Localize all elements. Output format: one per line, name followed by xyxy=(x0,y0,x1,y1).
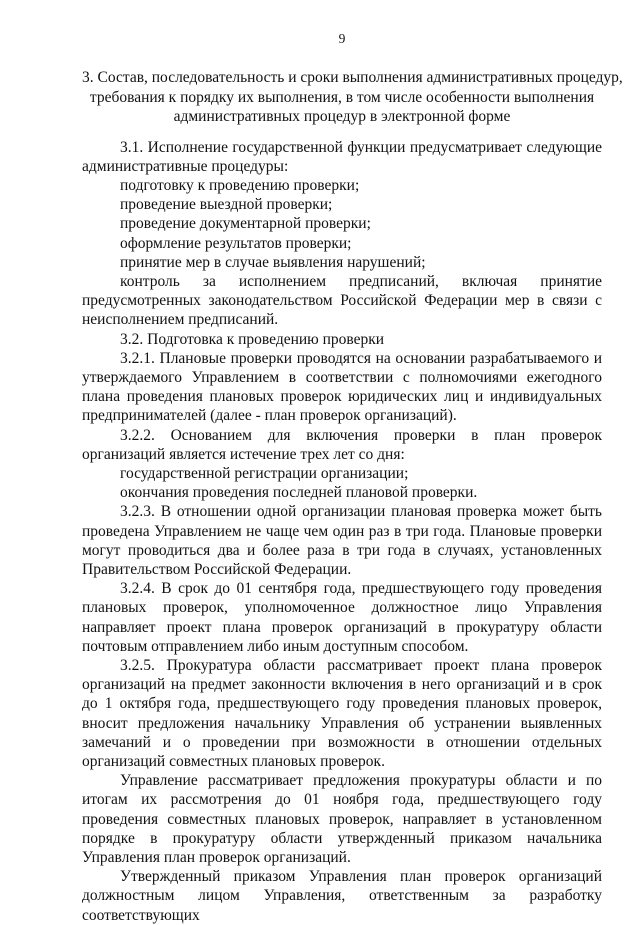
list-item: оформление результатов проверки; xyxy=(120,234,352,252)
paragraph-3-1: 3.1. Исполнение государственной функции предусматривает следующие административные процедуры: xyxy=(82,138,602,175)
section-title xyxy=(82,68,623,127)
document-body xyxy=(82,138,602,925)
section-title-line: административных процедур в электронной форме xyxy=(173,108,511,125)
list-item: проведение документарной проверки; xyxy=(120,215,371,233)
paragraph-3-2-3: 3.2.3. В отношении одной организации плановая проверка может быть проведена Управлением не чаще чем один раз в три года. Плановые проверки могут проводиться два и более раза в три года в случаях, установленных Правительством Российской Федерации. xyxy=(82,503,602,578)
list-item: проведение выездной проверки; xyxy=(120,196,333,214)
section-title-line: 3. Состав, последовательность и сроки выполнения административных процедур, xyxy=(82,69,623,86)
paragraph: Утвержденный приказом Управления план проверок организаций должностным лицом Управления, ответственным за разработку соответствующих xyxy=(82,868,602,924)
list-item: государственной регистрации организации; xyxy=(120,464,409,482)
list-item: принятие мер в случае выявления нарушений; xyxy=(120,253,426,271)
list-item: контроль за исполнением предписаний, включая принятие предусмотренных законодательством Российской Федерации мер в связи с неисполнением предписаний. xyxy=(82,272,602,329)
list-item: окончания проведения последней плановой проверки. xyxy=(120,484,478,502)
subsection-heading-3-2: 3.2. Подготовка к проведению проверки xyxy=(120,330,385,348)
page-number: 9 xyxy=(338,31,346,46)
paragraph-3-2-2: 3.2.2. Основанием для включения проверки в план проверок организаций является истечение трех лет со дня: xyxy=(82,426,602,463)
paragraph-3-2-1: 3.2.1. Плановые проверки проводятся на основании разрабатываемого и утверждаемого Управлением в соответствии с полномочиями ежегодного плана проведения плановых проверок юридических лиц и индивидуальных предпринимателей (далее - план проверок организаций). xyxy=(82,349,602,425)
paragraph-3-2-5: 3.2.5. Прокуратура области рассматривает проект плана проверок организаций на предмет законности включения в него организаций и в срок до 1 октября года, предшествующего году проведения плановых проверок, вносит предложения начальнику Управления об устранении выявленных замечаний и о проведении при возможности в отношении отдельных организаций совместных плановых проверок. xyxy=(82,656,602,770)
paragraph: Управление рассматривает предложения прокуратуры области и по итогам их рассмотрения до 01 ноября года, предшествующего году проведения совместных плановых проверок, направляет в установленном порядке в прокуратуру области утвержденный приказом начальника Управления план проверок организаций. xyxy=(82,772,602,867)
paragraph-3-2-4: 3.2.4. В срок до 01 сентября года, предшествующего году проведения плановых проверок, уполномоченное должностное лицо Управления направляет проект плана проверок организаций в прокуратуру области почтовым отправлением либо иным доступным способом. xyxy=(82,580,602,655)
section-title-line: требования к порядку их выполнения, в том числе особенности выполнения xyxy=(89,88,595,106)
list-item: подготовку к проведению проверки; xyxy=(120,176,360,194)
